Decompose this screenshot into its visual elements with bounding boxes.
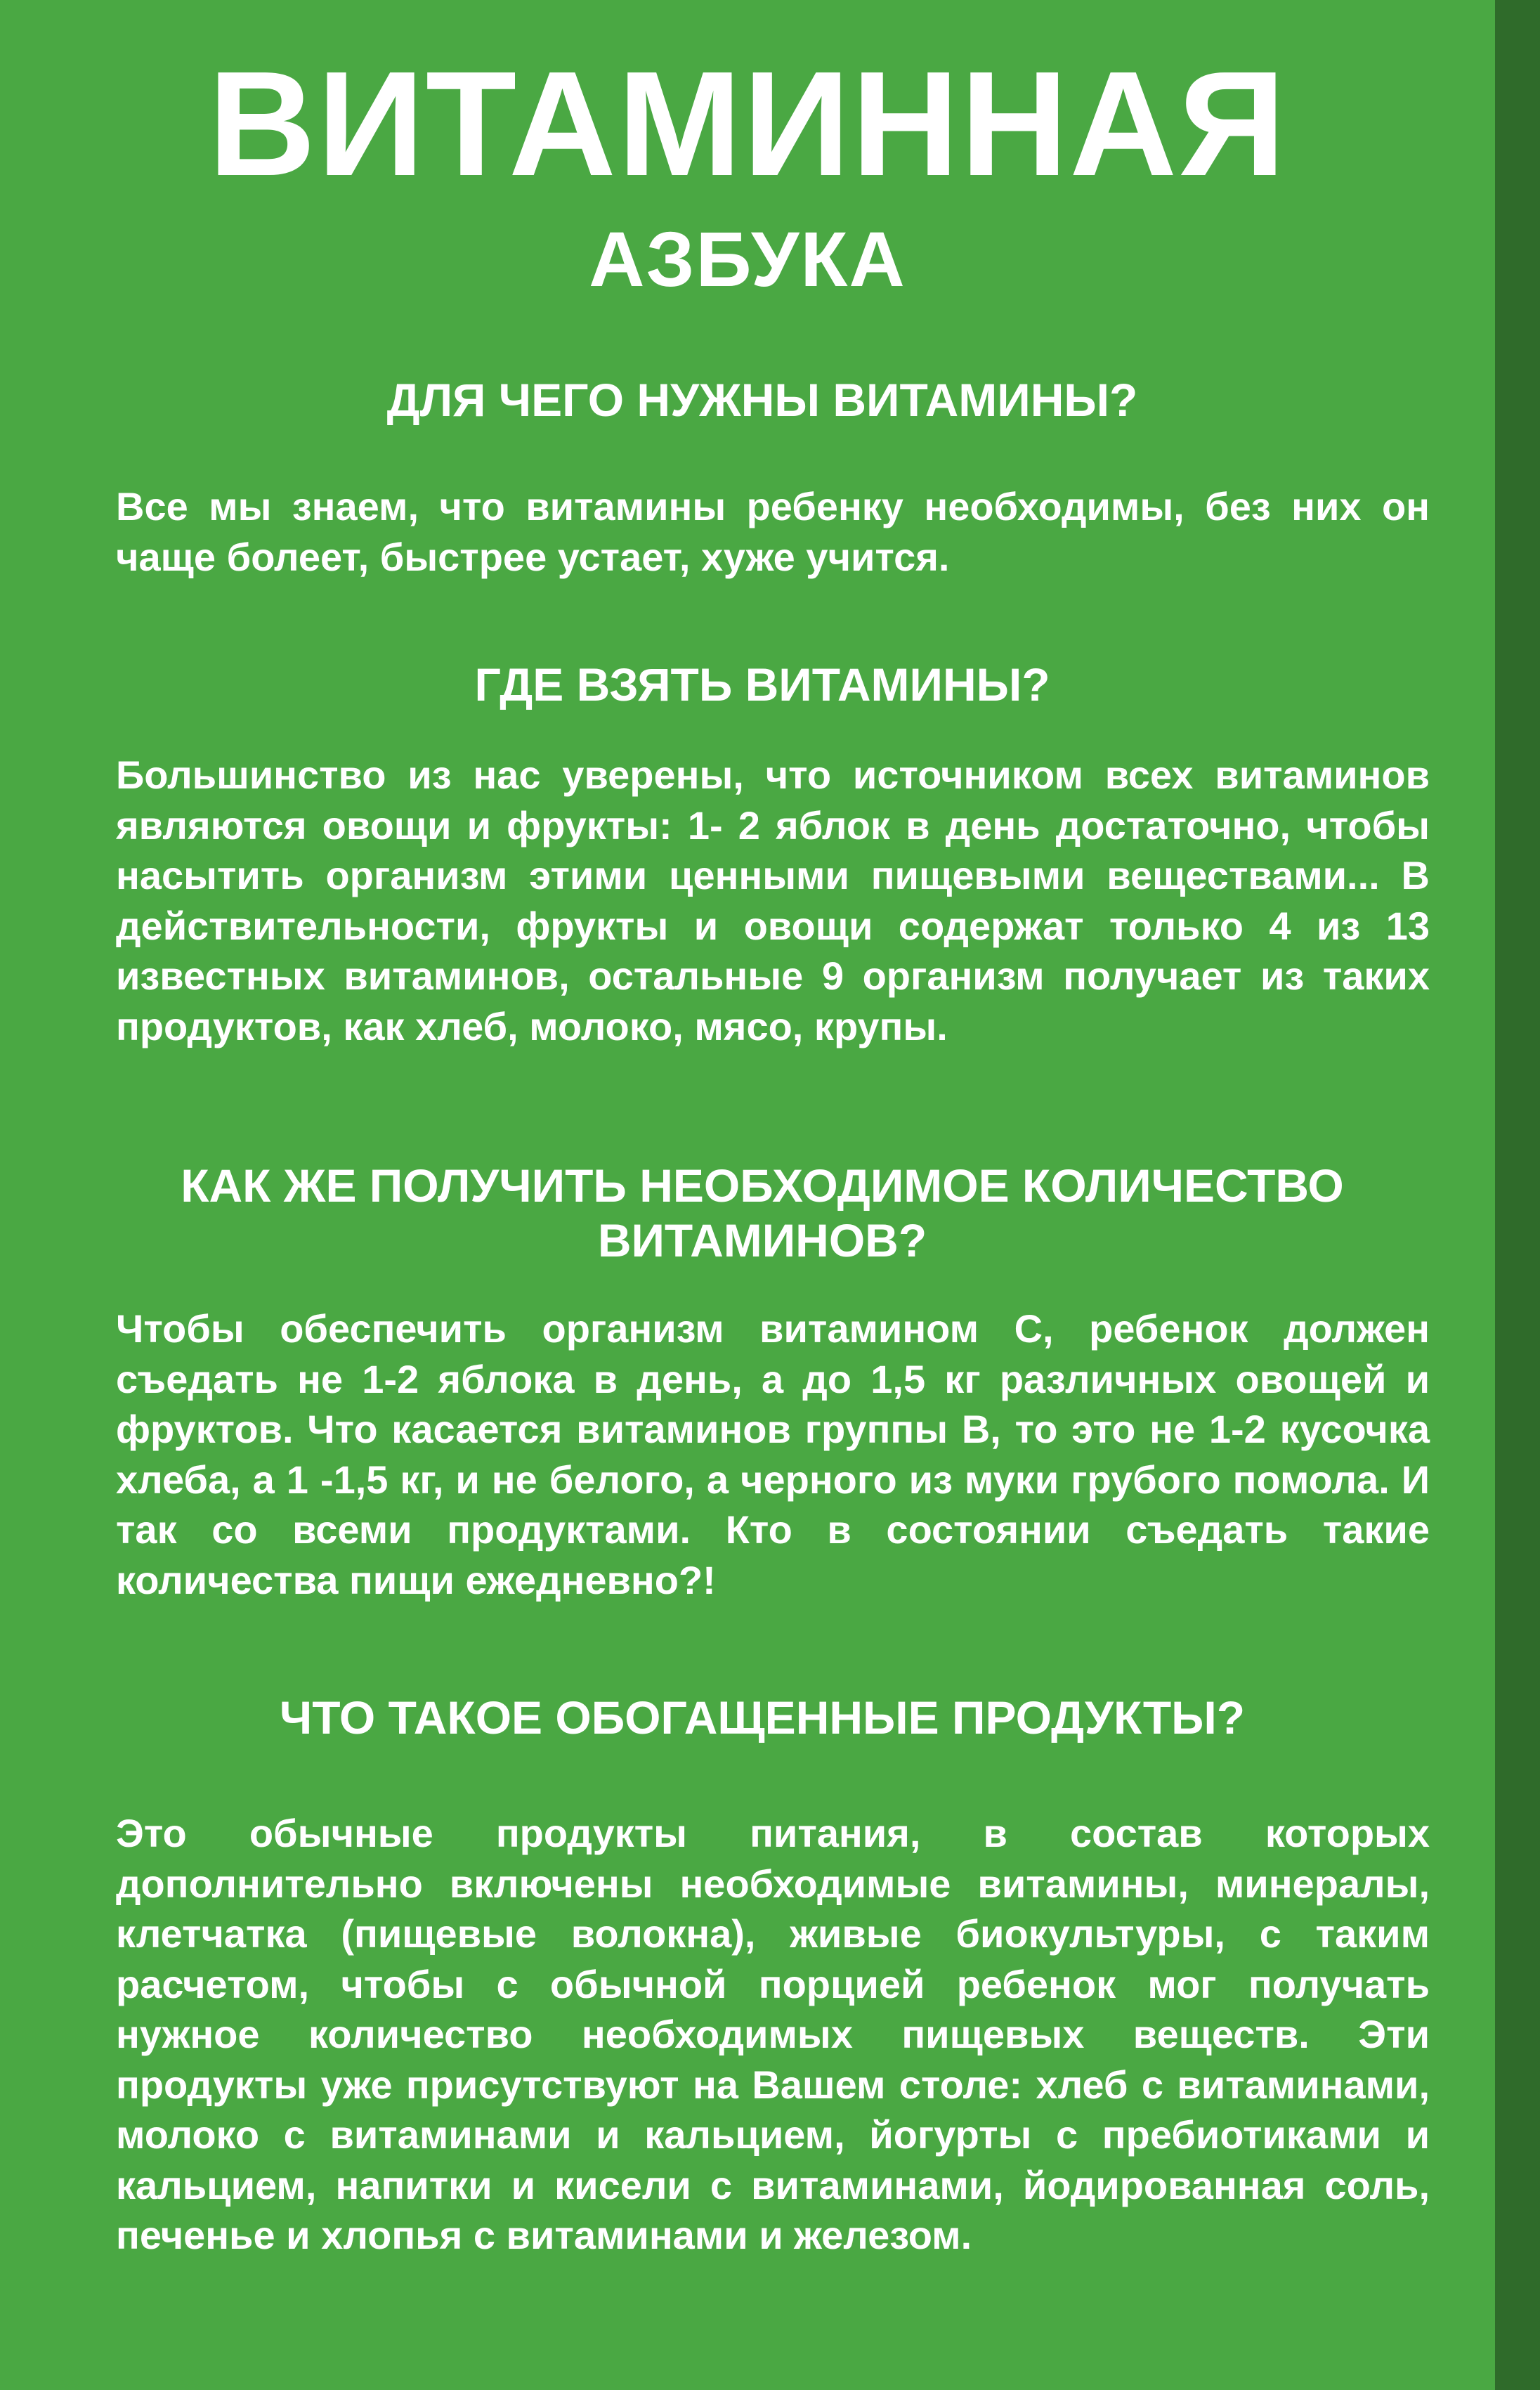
section-heading-why-vitamins: ДЛЯ ЧЕГО НУЖНЫ ВИТАМИНЫ? [386,374,1138,426]
section-text-why-vitamins: Все мы знаем, что витамины ребенку необходимы, без них он чаще болеет, быстрее устает, хуже учится. [116,484,1430,579]
section-heading-fortified-products: ЧТО ТАКОЕ ОБОГАЩЕННЫЕ ПРОДУКТЫ? [279,1691,1246,1743]
section-text-fortified-products: Это обычные продукты питания, в состав которых дополнительно включены необходимые витамины, минералы, клетчатка (пищевые волокна), живые биокультуры, с таким расчетом, чтобы с обычной порцией ребенок мог получать нужное количество необходимых пищевых веществ. Эти продукты уже присутствуют на Вашем столе: хлеб с витаминами, молоко с витаминами и кальцием, йогурты с пребиотиками и кальцием, напитки и кисели с витаминами, йодированная соль, печенье и хлопья с витаминами и железом. [116,1811,1430,2257]
section-heading-where-vitamins: ГДЕ ВЗЯТЬ ВИТАМИНЫ? [474,658,1050,710]
section-heading-how-to-get: КАК ЖЕ ПОЛУЧИТЬ НЕОБХОДИМОЕ КОЛИЧЕСТВО ВИТАМИНОВ? [181,1160,1344,1266]
poster-title: ВИТАМИННАЯ [208,40,1287,207]
section-text-where-vitamins: Большинство из нас уверены, что источником всех витаминов являются овощи и фрукты: 1- 2 яблок в день достаточно, чтобы насытить организм этими ценными пищевыми веществами... В действительности, фрукты и овощи содержат только 4 из 13 известных витаминов, остальные 9 организм получает из таких продуктов, как хлеб, молоко, мясо, крупы. [116,753,1430,1048]
section-text-how-to-get: Чтобы обеспечить организм витамином С, ребенок должен съедать не 1-2 яблока в день, а до 1,5 кг различных овощей и фруктов. Что касается витаминов группы В, то это не 1-2 кусочка хлеба, а 1 -1,5 кг, и не белого, а черного из муки грубого помола. И так со всеми продуктами. Кто в состоянии съедать такие количества пищи ежедневно?! [116,1306,1430,1602]
poster-subtitle: АЗБУКА [589,216,906,303]
